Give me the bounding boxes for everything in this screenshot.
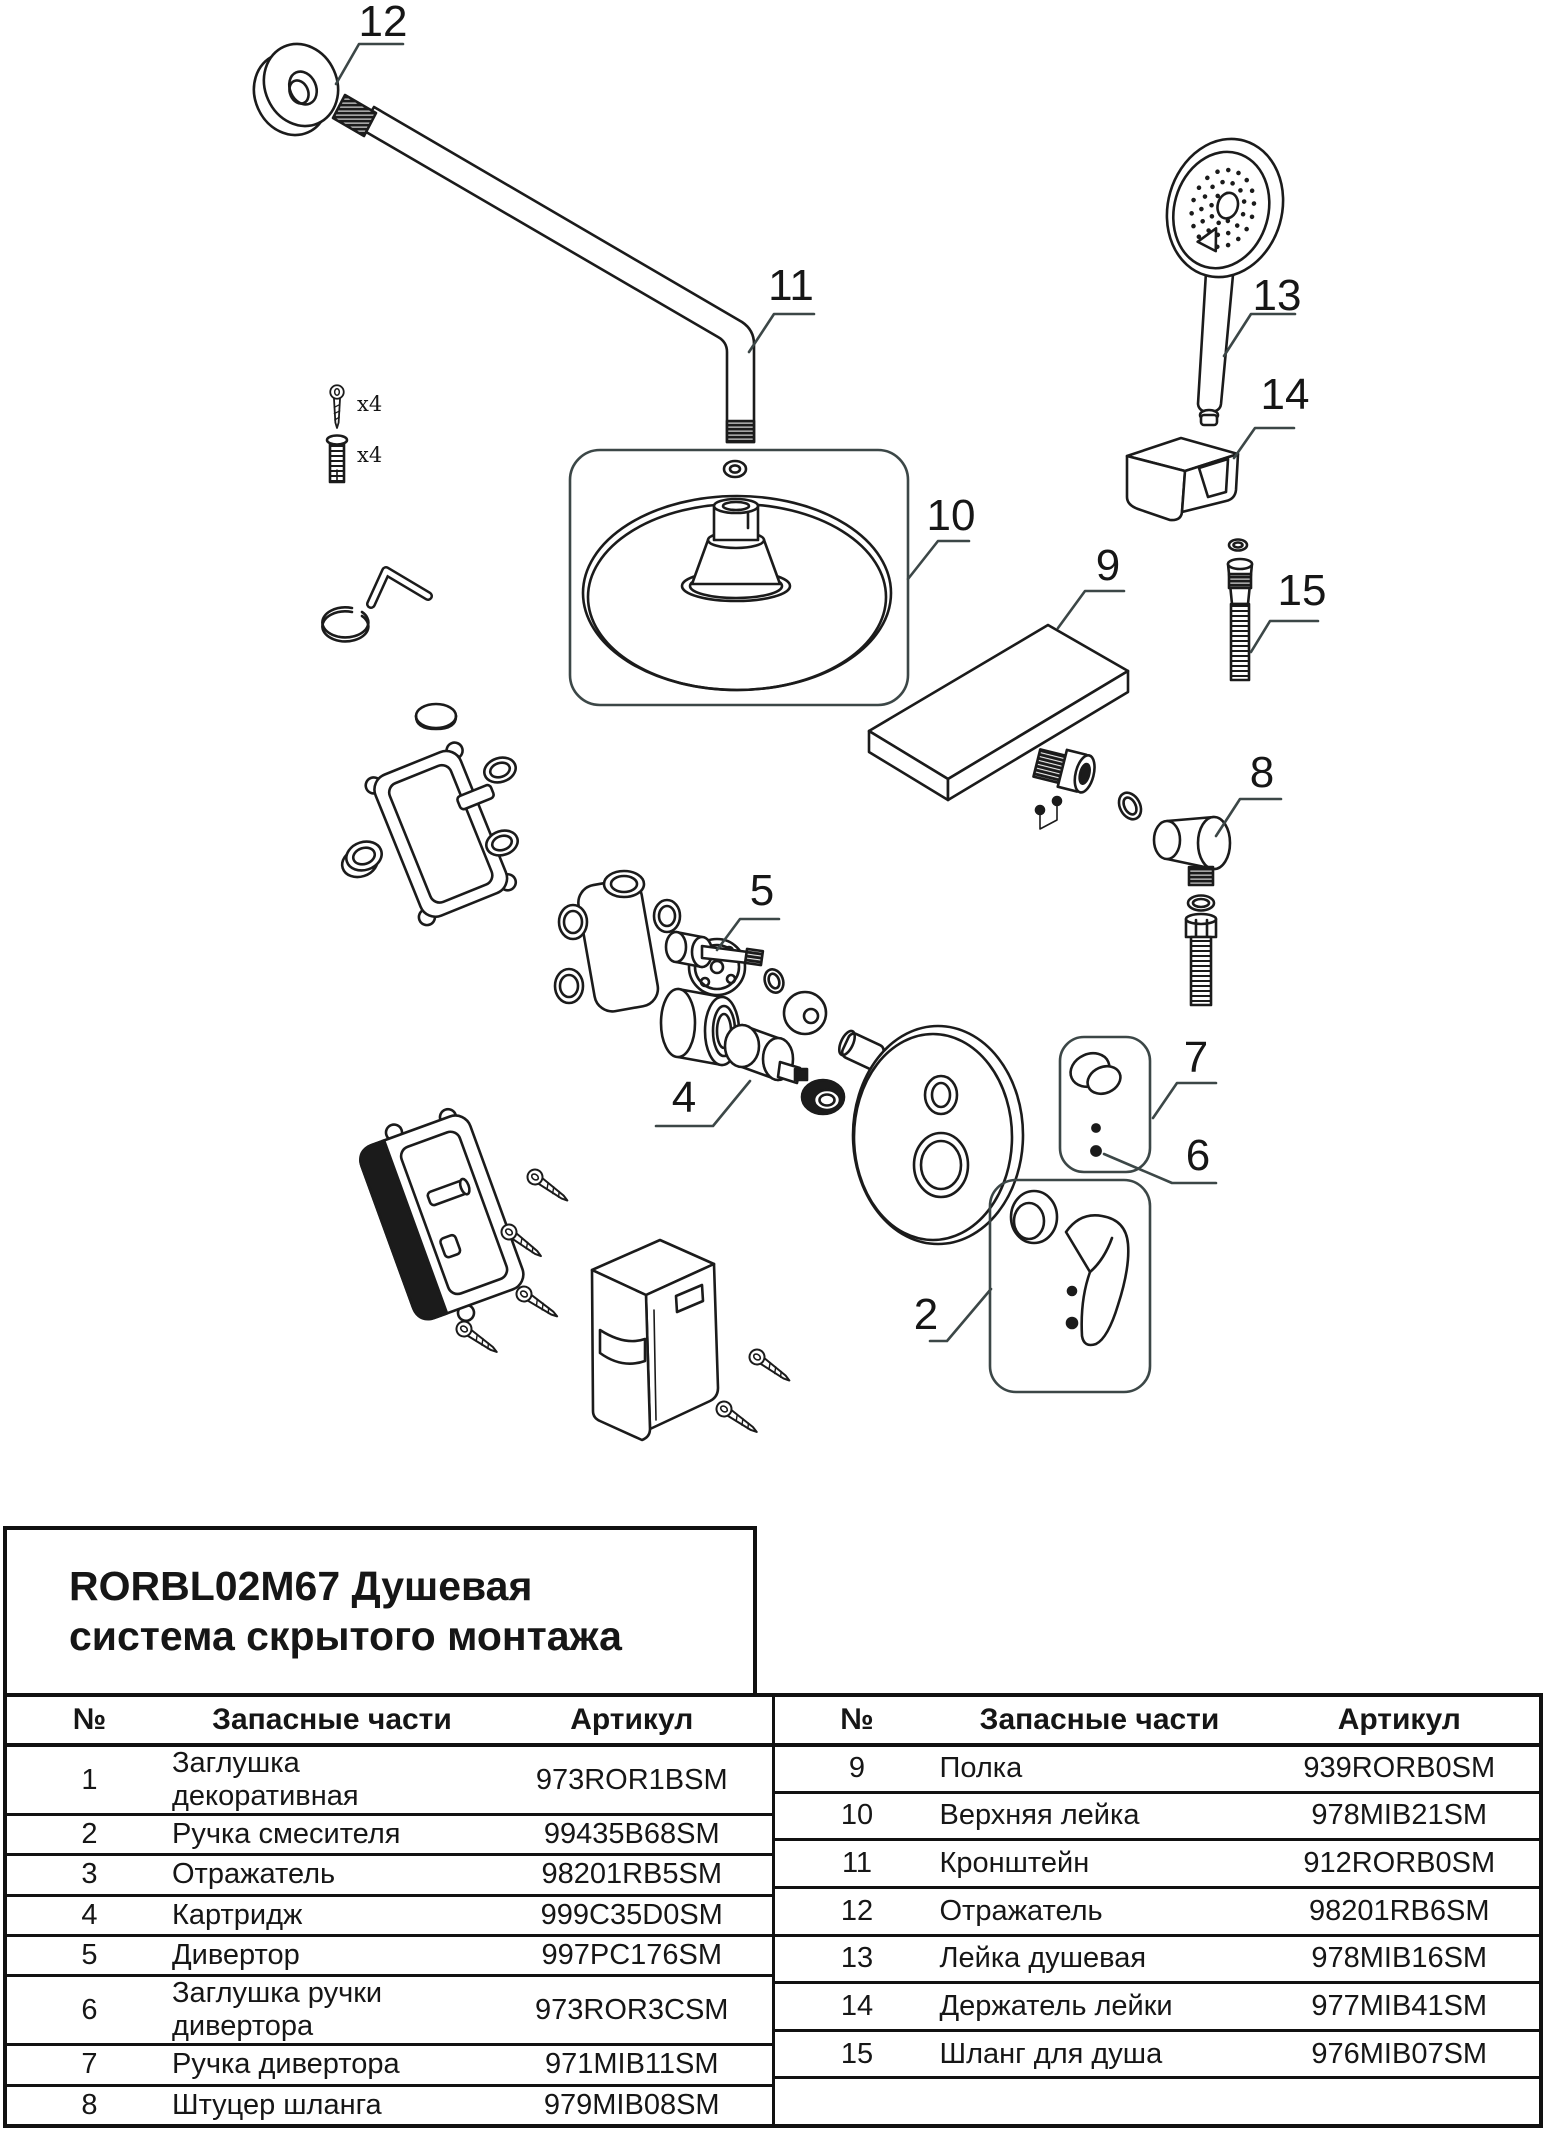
- table-row: [7, 1813, 772, 1853]
- part-article-cell: 976MIB07SM: [1311, 2037, 1488, 2070]
- cartridge-4: [725, 1025, 844, 1114]
- part-number-cell: 9: [848, 1752, 866, 1785]
- part-number-cell: 8: [81, 2088, 98, 2121]
- callout-8: 8: [1249, 748, 1275, 797]
- part-name-cell: Ручка дивертора: [172, 2048, 400, 2081]
- part-name-cell: Полка: [939, 1752, 1023, 1785]
- overhead-shower-10: [570, 450, 908, 705]
- part-name-cell: Заглушка декоративная: [172, 1747, 359, 1812]
- shower-arm-11: [333, 95, 754, 442]
- callout-12: 12: [358, 0, 408, 46]
- anchor-qty-label: x4: [357, 443, 383, 467]
- part-article-cell: 978MIB21SM: [1311, 1799, 1488, 1832]
- callout-13: 13: [1252, 271, 1302, 320]
- part-number-cell: 14: [840, 1989, 874, 2022]
- callout-10: 10: [926, 491, 976, 540]
- table-row: [775, 1886, 1540, 1934]
- part-article-cell: 98201RB6SM: [1308, 1894, 1490, 1927]
- part-name-cell: Шланг для душа: [939, 2037, 1163, 2070]
- part-name-cell: Держатель лейки: [939, 1989, 1173, 2022]
- part-article-cell: 977MIB41SM: [1311, 1989, 1488, 2022]
- table-row: [7, 2043, 772, 2083]
- callout-15: 15: [1277, 566, 1327, 615]
- callout-6: 6: [1185, 1131, 1211, 1180]
- mixer-handle-2: [990, 1180, 1150, 1392]
- table-row: [7, 1743, 772, 1813]
- part-article-cell: 973ROR3CSM: [535, 1993, 729, 2026]
- part-article-cell: 979MIB08SM: [543, 2088, 720, 2121]
- table-row: [775, 1743, 1540, 1791]
- escutcheon-ring-12: [241, 32, 351, 147]
- table-row: [775, 1981, 1540, 2029]
- product-title-box: [3, 1526, 757, 1697]
- hose-union-fitting: [1033, 744, 1146, 829]
- part-number-cell: 11: [841, 1847, 873, 1880]
- part-number-cell: 2: [81, 1818, 98, 1851]
- rough-in-housing: [322, 607, 530, 927]
- part-name-cell: Верхняя лейка: [939, 1799, 1140, 1832]
- diverter-handle-7: [1060, 1037, 1150, 1172]
- callout-4: 4: [671, 1073, 697, 1122]
- callout-11: 11: [768, 261, 814, 310]
- diverter-handle-plug-6: [1091, 1124, 1100, 1155]
- part-article-cell: 939RORB0SM: [1303, 1752, 1496, 1785]
- col-header-article: Артикул: [1337, 1703, 1461, 1736]
- part-article-cell: 978MIB16SM: [1311, 1942, 1488, 1975]
- table-row: [775, 1934, 1540, 1982]
- part-name-cell: Картридж: [172, 1898, 303, 1931]
- trim-plate-3: [853, 1026, 1023, 1244]
- part-name-cell: Кронштейн: [939, 1847, 1090, 1880]
- callout-14: 14: [1260, 370, 1310, 419]
- part-name-cell: Дивертор: [172, 1939, 300, 1972]
- col-header-parts: Запасные части: [979, 1703, 1220, 1736]
- callout-5: 5: [749, 866, 775, 915]
- table-row: [7, 1894, 772, 1934]
- part-name-cell: Заглушка ручки дивертора: [172, 1977, 383, 2043]
- protection-box: [592, 1240, 718, 1440]
- wall-union-8: [1154, 817, 1230, 1005]
- part-article-cell: 99435B68SM: [543, 1818, 720, 1851]
- table-header-row: [775, 1697, 1540, 1743]
- table-row-empty: [775, 2076, 1540, 2124]
- col-header-parts: Запасные части: [212, 1703, 452, 1736]
- part-article-cell: 98201RB5SM: [541, 1858, 723, 1891]
- screw-qty-label: x4: [357, 392, 383, 416]
- parts-table-left: [7, 1697, 772, 2124]
- part-number-cell: 1: [81, 1763, 98, 1796]
- allen-key: [371, 571, 428, 604]
- callout-9: 9: [1095, 541, 1121, 590]
- part-name-cell: Штуцер шланга: [172, 2088, 382, 2121]
- part-article-cell: 997PC176SM: [541, 1939, 723, 1972]
- table-row: [775, 1791, 1540, 1839]
- table-row: [7, 2084, 772, 2124]
- table-header-row: [7, 1697, 772, 1743]
- col-header-article: Артикул: [570, 1703, 694, 1736]
- parts-table-right: [772, 1697, 1540, 2124]
- table-row: [7, 1974, 772, 2043]
- part-number-cell: 7: [81, 2048, 98, 2081]
- part-article-cell: 971MIB11SM: [544, 2048, 719, 2081]
- part-number-cell: 4: [81, 1898, 98, 1931]
- table-row: [775, 2029, 1540, 2077]
- table-row: [7, 1853, 772, 1893]
- wall-anchors-x4: [327, 436, 347, 483]
- part-number-cell: 12: [840, 1894, 874, 1927]
- col-header-number: №: [72, 1703, 107, 1736]
- table-row: [775, 1838, 1540, 1886]
- callout-2: 2: [913, 1290, 939, 1339]
- shower-hose-15: [1228, 540, 1252, 681]
- part-number-cell: 3: [81, 1858, 98, 1891]
- mounting-screws-x4: [330, 385, 344, 428]
- part-name-cell: Отражатель: [939, 1894, 1103, 1927]
- part-number-cell: 6: [81, 1993, 98, 2026]
- mixer-valve-body: [555, 871, 745, 1065]
- part-article-cell: 973ROR1BSM: [535, 1763, 728, 1796]
- table-row: [7, 1934, 772, 1974]
- part-article-cell: 912RORB0SM: [1303, 1847, 1496, 1880]
- part-number-cell: 15: [840, 2037, 874, 2070]
- col-header-number: №: [840, 1703, 874, 1736]
- part-number-cell: 5: [81, 1939, 98, 1972]
- part-article-cell: 999C35D0SM: [540, 1898, 723, 1931]
- parts-table: [3, 1693, 1543, 2128]
- part-name-cell: Лейка душевая: [939, 1942, 1147, 1975]
- part-name-cell: Ручка смесителя: [172, 1818, 401, 1851]
- shower-holder-14: [1127, 438, 1238, 520]
- back-plate: [352, 1100, 533, 1337]
- part-number-cell: 13: [840, 1942, 874, 1975]
- product-title: RORBL02M67 Душевая система скрытого монтажа: [69, 1563, 622, 1659]
- callout-7: 7: [1183, 1033, 1209, 1082]
- part-number-cell: 10: [840, 1799, 874, 1832]
- part-name-cell: Отражатель: [172, 1858, 336, 1891]
